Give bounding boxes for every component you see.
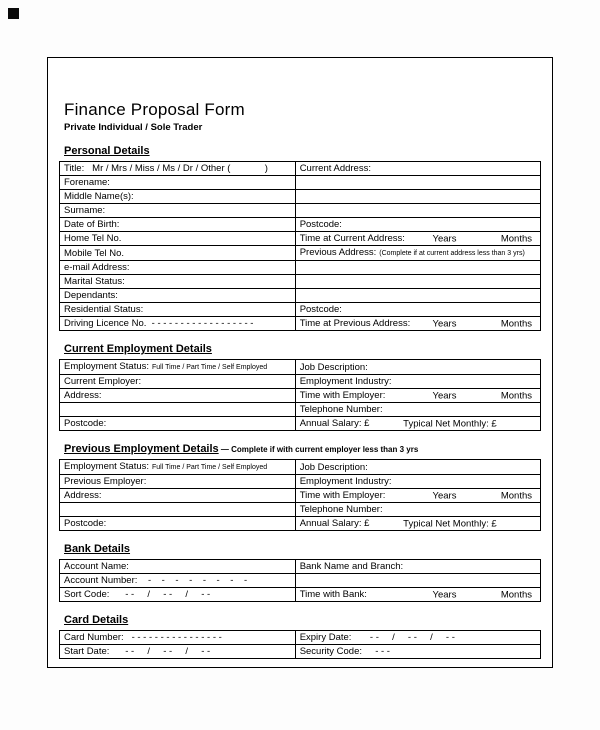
field-note: Full Time / Part Time / Self Employed (152, 464, 268, 471)
field-cell (60, 489, 296, 503)
field-cell (295, 403, 540, 417)
field-cell (60, 588, 296, 602)
field-cell (295, 303, 540, 317)
section-heading-text: Previous Employment Details (64, 443, 219, 455)
field-cell (295, 289, 540, 303)
field-label: Bank Name and Branch: (299, 561, 404, 572)
field-label: Employment Status: (64, 461, 150, 472)
field-cell (295, 417, 540, 431)
section-heading-note: — Complete if with current employer less than 3 yrs (218, 445, 419, 454)
section-heading (64, 614, 541, 627)
field-label: Time at Current Address: (299, 233, 405, 244)
table-row (60, 574, 541, 588)
field-cell (295, 517, 540, 531)
field-cell (60, 631, 296, 645)
field-label: Postcode: (64, 518, 107, 529)
field-label: Marital Status: (64, 276, 125, 287)
field-label: Date of Birth: (64, 219, 120, 230)
table-row (60, 162, 541, 176)
table-row (60, 560, 541, 574)
field-label: Current Employer: (64, 376, 142, 387)
field-label: Time with Bank: (299, 589, 367, 600)
field-cell (60, 417, 296, 431)
table-row (60, 190, 541, 204)
field-cell (295, 246, 540, 261)
field-cell (295, 162, 540, 176)
field-label: Surname: (64, 205, 106, 216)
field-sublabel-mid: Typical Net Monthly: £ (403, 418, 497, 429)
field-cell (295, 275, 540, 289)
field-cell (295, 503, 540, 517)
field-cell (295, 204, 540, 218)
field-cell (295, 574, 540, 588)
field-cell (60, 389, 296, 403)
field-cell (295, 645, 540, 659)
field-label: Previous Employer: (64, 476, 147, 487)
field-cell (60, 560, 296, 574)
section-heading (64, 343, 541, 356)
table-row (60, 417, 541, 431)
field-sublabel-years: Years (432, 390, 457, 401)
field-label: Address: (64, 390, 102, 401)
field-note: Full Time / Part Time / Self Employed (152, 364, 268, 371)
field-label: Account Name: (64, 561, 129, 572)
section-heading-text: Card Details (64, 614, 129, 626)
field-cell (60, 246, 296, 261)
field-label: Previous Address: (299, 247, 377, 258)
field-label: Account Number: - - - - - - - - (64, 575, 248, 586)
field-label: Postcode: (299, 219, 342, 230)
field-label: Dependants: (64, 290, 118, 301)
field-cell (60, 289, 296, 303)
field-label: Telephone Number: (299, 504, 383, 515)
field-cell (60, 475, 296, 489)
section-card-details (59, 614, 541, 659)
field-label: Address: (64, 490, 102, 501)
field-label: Employment Status: (64, 361, 150, 372)
field-label: Employment Industry: (299, 376, 392, 387)
field-cell (60, 517, 296, 531)
table-row (60, 475, 541, 489)
field-note: (Complete if at current address less than 3 yrs) (379, 250, 525, 257)
table-row (60, 489, 541, 503)
field-cell (60, 403, 296, 417)
field-label: Job Description: (299, 461, 368, 473)
field-sublabel-months: Months (500, 589, 532, 600)
field-cell (60, 574, 296, 588)
field-label: Mobile Tel No. (64, 247, 125, 259)
field-cell (295, 389, 540, 403)
table-row (60, 517, 541, 531)
table-row (60, 503, 541, 517)
field-label: Driving Licence No. - - - - - - - - - - - - - - - - - - (64, 318, 254, 329)
field-cell (60, 375, 296, 389)
field-label: Sort Code: - - / - - / - - (64, 589, 211, 600)
field-cell (295, 218, 540, 232)
field-cell (295, 176, 540, 190)
section-heading (64, 543, 541, 556)
field-label: Title: Mr / Mrs / Miss / Ms / Dr / Other ( ) (64, 163, 268, 174)
field-cell (295, 631, 540, 645)
field-label: Middle Name(s): (64, 191, 134, 202)
table-row (60, 246, 541, 261)
field-cell (295, 190, 540, 204)
field-cell (60, 360, 296, 375)
form-page (47, 57, 553, 668)
field-sublabel-years: Years (432, 318, 457, 329)
field-label: Postcode: (299, 304, 342, 315)
field-cell (295, 360, 540, 375)
section-heading-text: Current Employment Details (64, 343, 212, 355)
field-cell (60, 218, 296, 232)
field-label: Telephone Number: (299, 404, 383, 415)
table-row (60, 375, 541, 389)
field-cell (60, 303, 296, 317)
field-label: Time at Previous Address: (299, 318, 411, 329)
field-cell (295, 560, 540, 574)
field-label: Annual Salary: £ (299, 418, 370, 429)
field-cell (295, 460, 540, 475)
section-current-employment-details (59, 343, 541, 431)
field-cell (60, 190, 296, 204)
field-cell (295, 375, 540, 389)
field-label: Time with Employer: (299, 490, 386, 501)
table-row (60, 204, 541, 218)
field-sublabel-years: Years (432, 233, 457, 244)
field-label: Forename: (64, 177, 110, 188)
document-subtitle: Private Individual / Sole Trader (64, 122, 203, 133)
field-cell (60, 204, 296, 218)
table-row (60, 631, 541, 645)
table-row (60, 232, 541, 246)
field-label: Job Description: (299, 361, 368, 373)
field-label: Card Number: - - - - - - - - - - - - - - - - (64, 632, 222, 643)
field-cell (295, 317, 540, 331)
field-cell (295, 489, 540, 503)
field-sublabel-mid: Typical Net Monthly: £ (403, 518, 497, 529)
field-cell (60, 162, 296, 176)
field-cell (60, 261, 296, 275)
field-sublabel-years: Years (432, 490, 457, 501)
field-cell (60, 317, 296, 331)
table-row (60, 317, 541, 331)
table-row (60, 360, 541, 375)
table-row (60, 403, 541, 417)
field-sublabel-months: Months (500, 318, 532, 329)
form-table-current-employment-details (59, 359, 541, 431)
table-row (60, 303, 541, 317)
form-sections (59, 145, 541, 659)
field-sublabel-months: Months (500, 490, 532, 501)
form-table-card-details (59, 630, 541, 659)
field-label: Start Date: - - / - - / - - (64, 646, 211, 657)
field-cell (295, 232, 540, 246)
field-cell (60, 645, 296, 659)
field-cell (60, 232, 296, 246)
section-personal-details (59, 145, 541, 331)
table-row (60, 645, 541, 659)
field-label: Postcode: (64, 418, 107, 429)
section-previous-employment-details (59, 443, 541, 531)
field-cell (60, 503, 296, 517)
section-heading-text: Bank Details (64, 543, 131, 555)
section-heading (64, 443, 541, 456)
section-bank-details (59, 543, 541, 602)
table-row (60, 588, 541, 602)
field-cell (295, 475, 540, 489)
field-cell (295, 261, 540, 275)
field-cell (60, 460, 296, 475)
field-label: Current Address: (299, 163, 371, 174)
section-heading-text: Personal Details (64, 145, 150, 157)
field-label: Time with Employer: (299, 390, 386, 401)
document-title: Finance Proposal Form (64, 100, 245, 119)
table-row (60, 176, 541, 190)
field-cell (60, 275, 296, 289)
field-sublabel-months: Months (500, 390, 532, 401)
table-row (60, 389, 541, 403)
table-row (60, 218, 541, 232)
field-label: Security Code: - - - (299, 646, 390, 657)
form-table-bank-details (59, 559, 541, 602)
field-label: Residential Status: (64, 304, 144, 315)
section-heading (64, 145, 541, 158)
field-label: Home Tel No. (64, 233, 122, 244)
field-cell (295, 588, 540, 602)
field-cell (60, 176, 296, 190)
field-label: Annual Salary: £ (299, 518, 370, 529)
table-row (60, 261, 541, 275)
field-label: Employment Industry: (299, 476, 392, 487)
form-table-previous-employment-details (59, 459, 541, 531)
field-label: e-mail Address: (64, 262, 130, 273)
field-label: Expiry Date: - - / - - / - - (299, 632, 455, 643)
field-sublabel-months: Months (500, 233, 532, 244)
table-row (60, 460, 541, 475)
field-sublabel-years: Years (432, 589, 457, 600)
scan-corner-mark (8, 8, 19, 19)
table-row (60, 289, 541, 303)
table-row (60, 275, 541, 289)
form-table-personal-details (59, 161, 541, 331)
